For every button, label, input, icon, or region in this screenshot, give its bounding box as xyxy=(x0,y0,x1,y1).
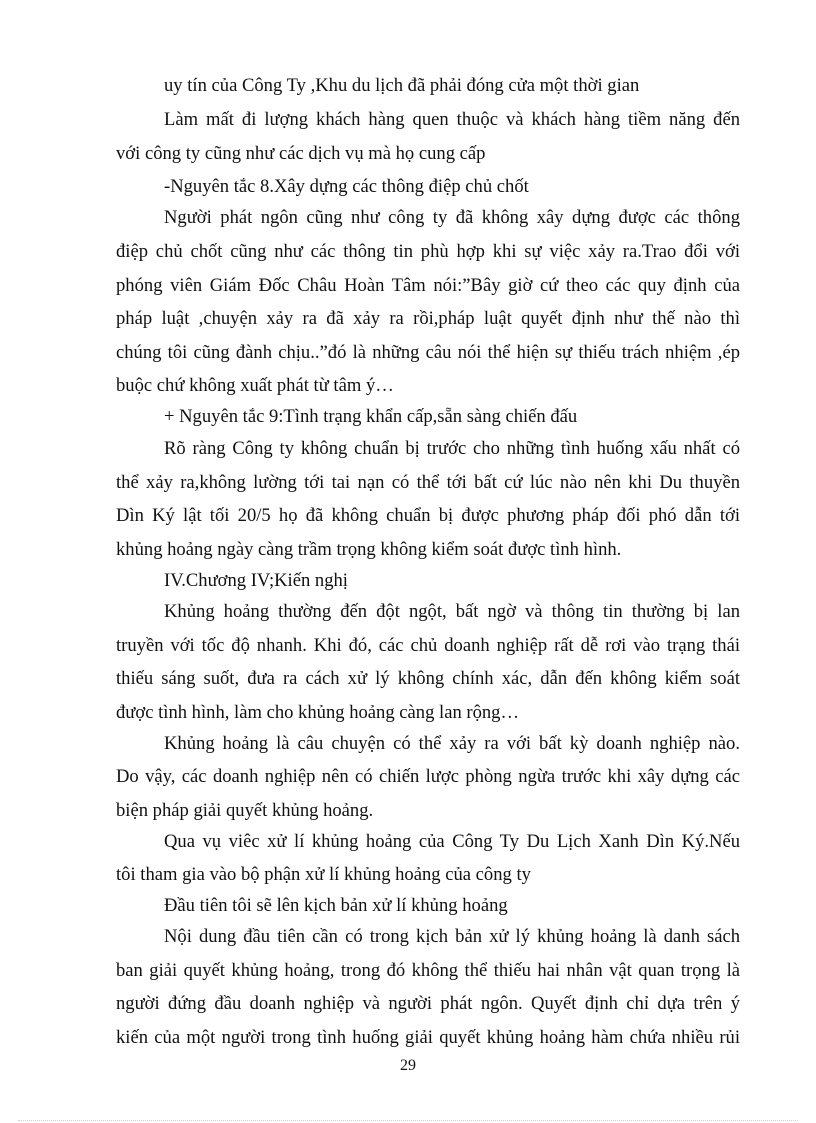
text-line: thiếu sáng suốt, đưa ra cách xử lý không chính xác, dẫn đến không kiểm soát xyxy=(116,668,740,689)
section-heading: -Nguyên tắc 8.Xây dựng các thông điệp chủ chốt xyxy=(164,176,529,197)
page-bottom-divider xyxy=(18,1120,798,1121)
text-line: uy tín của Công Ty ,Khu du lịch đã phải đóng cửa một thời gian xyxy=(164,75,640,96)
text-line: khủng hoảng ngày càng trầm trọng không kiểm soát được tình hình. xyxy=(116,539,622,560)
text-line: điệp chủ chốt cũng như các thông tin phù hợp khi sự việc xảy ra.Trao đổi với xyxy=(116,241,740,262)
text-line: Dìn Ký lật tối 20/5 họ đã không chuẩn bị được phương pháp đối phó dẫn tới xyxy=(116,505,740,526)
text-line: Người phát ngôn cũng như công ty đã không xây dựng được các thông xyxy=(164,207,740,228)
text-line: buộc chứ không xuất phát từ tâm ý… xyxy=(116,375,394,396)
text-line: Khủng hoảng thường đến đột ngột, bất ngờ và thông tin thường bị lan xyxy=(164,601,740,622)
text-line: được tình hình, làm cho khủng hoảng càng lan rộng… xyxy=(116,702,520,723)
text-line: với công ty cũng như các dịch vụ mà họ cung cấp xyxy=(116,143,486,164)
text-line: pháp luật ,chuyện xảy ra đã xảy ra rồi,pháp luật quyết định như thế nào thì xyxy=(116,308,740,329)
text-line: Rõ ràng Công ty không chuẩn bị trước cho những tình huống xấu nhất có xyxy=(164,438,740,459)
text-line: thể xảy ra,không lường tới tai nạn có thể tới bất cứ lúc nào nên khi Du thuyền xyxy=(116,472,740,493)
text-line: kiến của một người trong tình huống giải quyết khủng hoảng hàm chứa nhiều rủi xyxy=(116,1027,740,1048)
text-line: tôi tham gia vào bộ phận xử lí khủng hoảng của công ty xyxy=(116,864,531,885)
text-line: Qua vụ viêc xử lí khủng hoảng của Công Ty Du Lịch Xanh Dìn Ký.Nếu xyxy=(164,831,740,852)
section-heading: + Nguyên tắc 9:Tình trạng khẩn cấp,sẵn sàng chiến đấu xyxy=(164,406,578,427)
text-line: truyền với tốc độ nhanh. Khi đó, các chủ doanh nghiệp rất dễ rơi vào trạng thái xyxy=(116,635,740,656)
text-line: phóng viên Giám Đốc Châu Hoàn Tâm nói:”Bây giờ cứ theo các quy định của xyxy=(116,275,740,296)
section-heading: IV.Chương IV;Kiến nghị xyxy=(164,570,348,591)
text-line: biện pháp giải quyết khủng hoảng. xyxy=(116,800,374,821)
text-line: chúng tôi cũng đành chịu..”đó là những câu nói thể hiện sự thiếu trách nhiệm ,ép xyxy=(116,342,740,363)
text-line: Do vậy, các doanh nghiệp nên có chiến lược phòng ngừa trước khi xây dựng các xyxy=(116,766,740,787)
text-line: người đứng đầu doanh nghiệp và người phát ngôn. Quyết định chỉ dựa trên ý xyxy=(116,993,740,1014)
text-line: Khủng hoảng là câu chuyện có thể xảy ra với bất kỳ doanh nghiệp nào. xyxy=(164,733,740,754)
text-line: ban giải quyết khủng hoảng, trong đó không thể thiếu hai nhân vật quan trọng là xyxy=(116,960,740,981)
text-line: Làm mất đi lượng khách hàng quen thuộc và khách hàng tiềm năng đến xyxy=(164,109,740,130)
text-line: Nội dung đầu tiên cần có trong kịch bản xử lý khủng hoảng là danh sách xyxy=(164,926,740,947)
page-number: 29 xyxy=(400,1057,416,1074)
section-heading: Đầu tiên tôi sẽ lên kịch bản xử lí khủng hoảng xyxy=(164,895,508,916)
